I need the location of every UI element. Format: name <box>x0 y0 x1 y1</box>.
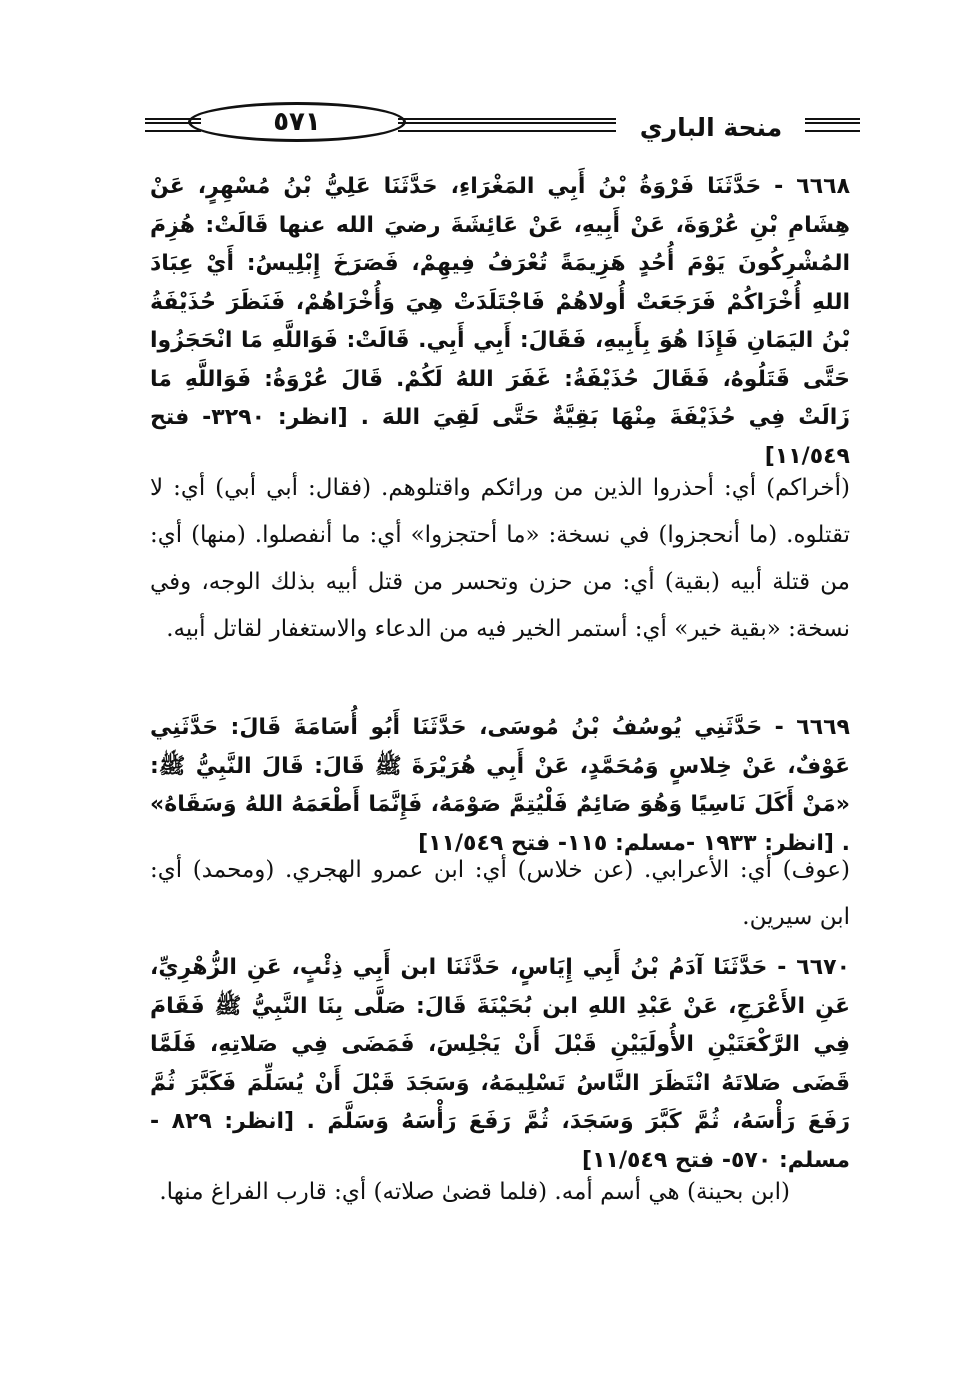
hadith-number: ٦٦٦٩ <box>796 715 850 740</box>
hadith-text: - حَدَّثَنِي يُوسُفُ بْنُ مُوسَى، حَدَّثَنَا أَبُو أُسَامَةَ قَالَ: حَدَّثَنِي عَوْفٌ، عَنْ خِلاسٍ وَمُحَمَّدٍ، عَنْ أَبِي هُرَيْرَةَ ﷺ قَالَ: قَالَ النَّبِيُّ ﷺ: «مَنْ أَكَلَ نَاسِيًا وَهُوَ صَائِمٌ فَلْيُتِمَّ صَوْمَهُ، فَإِنَّمَا أَطْعَمَهُ اللهُ وَسَقَاهُ» . <box>150 715 850 856</box>
explanation-paragraph: (أخراكم) أي: أحذروا الذين من ورائكم واقتلوهم. (فقال: أبي أبي) أي: لا تقتلوه. (ما أنحجزوا) في نسخة: «ما أحتجزوا» أي: ما أنفصلوا. (منها) أي: من قتلة أبيه (بقية) أي: من حزن وتحسر من قتل أبيه بذلك الوجه، وفي نسخة: «بقية خير» أي: أستمر الخير فيه من الدعاء والاستغفار لقاتل أبيه. <box>150 475 850 642</box>
explanation-paragraph: (ابن بحينة) هي أسم أمه. (فلما قضىٰ صلاته) أي: قارب الفراغ منها. <box>159 1179 790 1205</box>
hadith-6668 <box>150 168 850 469</box>
header-rule-middle <box>398 118 616 132</box>
hadith-reference: [انظر: ٨٢٩ - مسلم: ٥٧٠- فتح ١١/٥٤٩] <box>150 1109 850 1173</box>
hadith-reference: [انظر: ١٩٣٣ -مسلم: ١١٥- فتح ١١/٥٤٩] <box>418 830 834 856</box>
hadith-number: ٦٦٧٠ <box>796 955 850 980</box>
hadith-text: - حَدَّثَنَا فَرْوَةُ بْنُ أَبِي المَغْرَاءِ، حَدَّثَنَا عَلِيُّ بْنُ مُسْهِرٍ، عَنْ هِشَامِ بْنِ عُرْوَةَ، عَنْ أَبِيهِ، عَنْ عَائِشَةَ رضيَ الله عنها قَالَتْ: هُزِمَ المُشْرِكُونَ يَوْمَ أُحُدٍ هَزِيمَةً تُعْرَفُ فِيهِمْ، فَصَرَخَ إِبْلِيسُ: أَيْ عِبَادَ اللهِ أُخْرَاكُمْ فَرَجَعَتْ أُولاهُمْ فَاجْتَلَدَتْ هِيَ وَأُخْرَاهُمْ، فَنَظَرَ حُذَيْفَةُ بْنُ اليَمَانِ فَإِذَا هُوَ بِأَبِيهِ، فَقَالَ: أَبِي أَبِي. قَالَتْ: فَوَاللَّهِ مَا انْحَجَزُوا حَتَّى قَتَلُوهُ، فَقَالَ حُذَيْفَةُ: غَفَرَ اللهُ لَكُمْ. قَالَ عُرْوَةُ: فَوَاللَّهِ مَا زَالَتْ فِي حُذَيْفَةَ مِنْهَا بَقِيَّةٌ حَتَّى لَقِيَ اللهَ . <box>150 174 850 430</box>
running-title: منحة الباري <box>639 113 783 142</box>
hadith-6670 <box>150 949 850 1173</box>
page-number: ٥٧١ <box>188 102 406 142</box>
header-rule-right <box>805 118 860 132</box>
page-body <box>150 168 850 1263</box>
explanation-paragraph: (عوف) أي: الأعرابي. (عن خلاس) أي: ابن عمرو الهجري. (ومحمد) أي: ابن سيرين. <box>150 857 850 930</box>
hadith-number: ٦٦٦٨ <box>796 174 850 199</box>
page-header <box>140 100 860 160</box>
hadith-text: - حَدَّثَنَا آدَمُ بْنُ أَبِي إِيَاسٍ، حَدَّثَنَا ابن أَبِي ذِئْبٍ، عَنِ الزُّهْرِيِّ، عَنِ الأَعْرَجِ، عَنْ عَبْدِ اللهِ ابن بُحَيْنَةَ قَالَ: صَلَّى بِنَا النَّبِيُّ ﷺ فَقَامَ فِي الرَّكْعَتَيْنِ الأُولَيَيْنِ قَبْلَ أَنْ يَجْلِسَ، فَمَضَى فِي صَلاتِهِ، فَلَمَّا قَضَى صَلاتَهُ انْتَظَرَ النَّاسُ تَسْلِيمَهُ، وَسَجَدَ قَبْلَ أَنْ يُسَلِّمَ فَكَبَّرَ ثُمَّ رَفَعَ رَأْسَهُ، ثُمَّ كَبَّرَ وَسَجَدَ، ثُمَّ رَفَعَ رَأْسَهُ وَسَلَّمَ . <box>150 955 850 1134</box>
hadith-reference: [انظر: ٣٢٩٠- فتح ١١/٥٤٩] <box>150 405 850 469</box>
hadith-6669 <box>150 709 850 856</box>
